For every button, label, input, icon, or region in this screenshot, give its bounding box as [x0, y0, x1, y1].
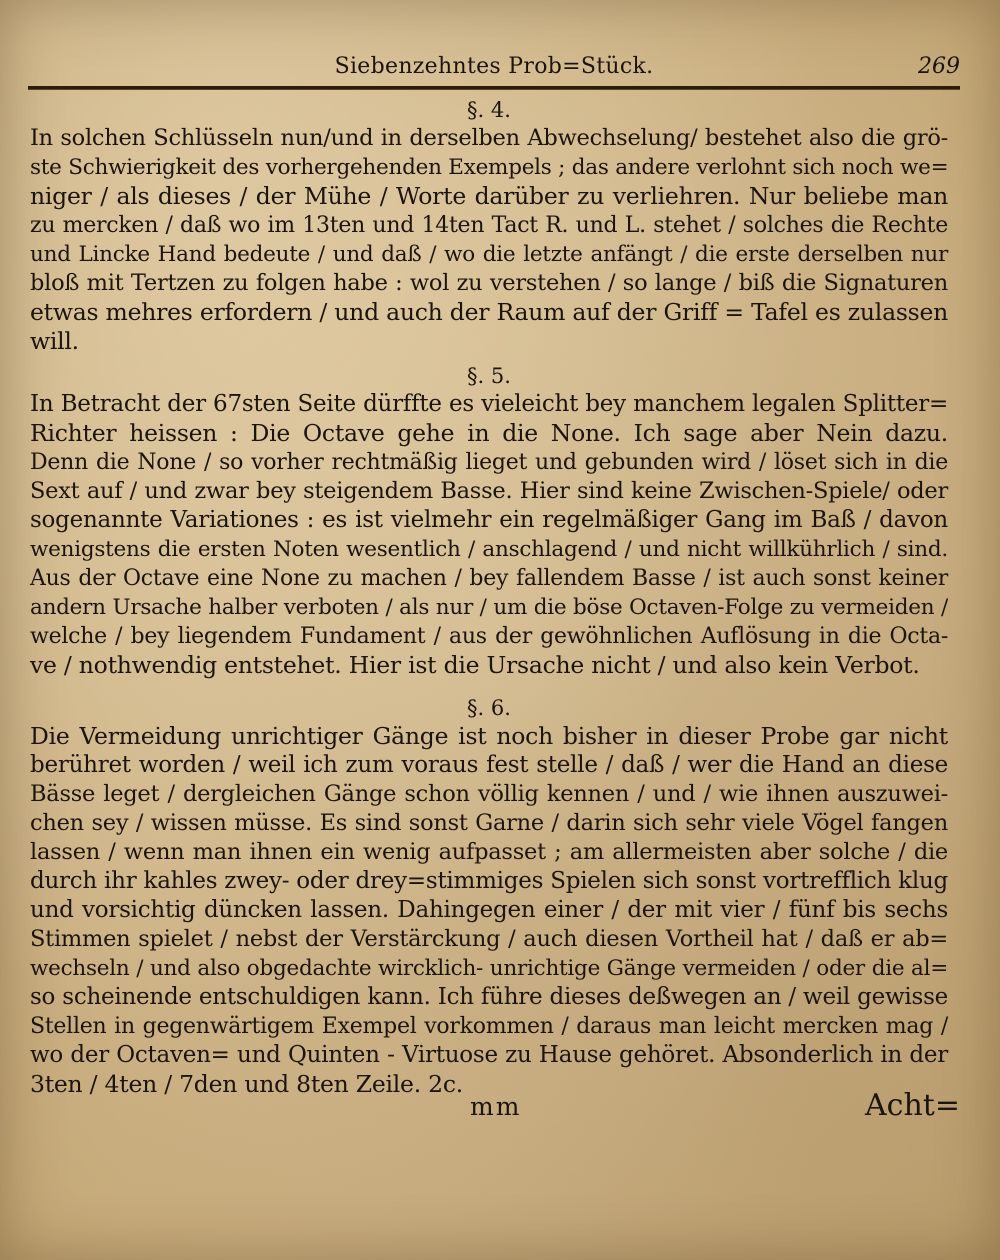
text-line: In solchen Schlüsseln nun/und in derselben Abwechselung/ bestehet also die grö- — [30, 125, 948, 151]
text-line: Denn die None / so vorher rechtmäßig lieget und gebunden wird / löset sich in die — [30, 450, 948, 475]
section-mark: §. 6. — [467, 696, 511, 720]
text-line: wo der Octaven= und Quinten - Virtuose zu Hause gehöret. Absonderlich in der — [30, 1042, 948, 1068]
text-line: welche / bey liegendem Fundament / aus der gewöhnlichen Auflösung in die Octa- — [30, 624, 948, 649]
text-line: wechseln / und also obgedachte wircklich- unrichtige Gänge vermeiden / oder die al= — [30, 956, 948, 981]
text-line: so scheinende entschuldigen kann. Ich führe dieses deßwegen an / weil gewisse — [30, 984, 948, 1010]
running-title: Siebenzehntes Prob=Stück. — [334, 54, 654, 79]
text-line: Aus der Octave eine None zu machen / bey fallendem Basse / ist auch sonst keiner — [30, 566, 948, 591]
page-footer — [30, 1088, 960, 1128]
signature-mark: mm — [470, 1092, 522, 1121]
text-line: durch ihr kahles zwey- oder drey=stimmiges Spielen sich sonst vortrefflich klug — [30, 868, 948, 894]
body-text — [30, 96, 948, 1105]
section-mark: §. 4. — [467, 98, 511, 122]
text-line: Die Vermeidung unrichtiger Gänge ist noch bisher in dieser Probe gar nicht — [30, 722, 948, 750]
text-line: Bässe leget / dergleichen Gänge schon völlig kennen / und / wie ihnen auszuwei- — [30, 781, 948, 807]
section-1 — [30, 96, 948, 356]
text-line: lassen / wenn man ihnen ein wenig aufpasset ; am allermeisten aber solche / die — [30, 839, 948, 865]
text-line: Richter heissen : Die Octave gehe in die None. Ich sage aber Nein dazu. — [30, 419, 948, 447]
page-number: 269 — [918, 54, 960, 79]
text-line: und vorsichtig düncken lassen. Dahingegen einer / der mit vier / fünf bis sechs — [30, 897, 948, 923]
text-line: berühret worden / weil ich zum voraus fest stelle / daß / wer die Hand an diese — [30, 752, 948, 778]
text-line: niger / als dieses / der Mühe / Worte darüber zu verliehren. Nur beliebe man — [30, 182, 948, 210]
text-line: 3ten / 4ten / 7den und 8ten Zeile. 2c. — [30, 1070, 463, 1098]
section-2 — [30, 362, 948, 680]
text-line: In Betracht der 67sten Seite dürffte es vieleicht bey manchem legalen Splitter= — [30, 391, 948, 417]
text-line: Sext auf / und zwar bey steigendem Basse. Hier sind keine Zwischen-Spiele/ oder — [30, 478, 948, 504]
text-line: etwas mehres erfordern / und auch der Raum auf der Griff = Tafel es zulassen — [30, 298, 948, 326]
text-line: ste Schwierigkeit des vorhergehenden Exempels ; das andere verlohnt sich noch we= — [30, 155, 949, 180]
text-line: chen sey / wissen müsse. Es sind sonst Garne / darin sich sehr viele Vögel fangen — [30, 810, 948, 836]
text-line: will. — [30, 327, 79, 355]
page-header — [28, 48, 960, 88]
text-line: andern Ursache halber verboten / als nur / um die böse Octaven-Folge zu vermeiden / — [30, 595, 948, 620]
header-rule — [28, 86, 960, 90]
catchword: Acht= — [865, 1088, 960, 1123]
section-mark: §. 5. — [467, 364, 511, 388]
text-line: wenigstens die ersten Noten wesentlich / anschlagend / und nicht willkührlich / sind. — [30, 537, 948, 562]
text-line: ve / nothwendig entstehet. Hier ist die Ursache nicht / und also kein Verbot. — [30, 651, 920, 679]
text-line: sogenannte Variationes : es ist vielmehr ein regelmäßiger Gang im Baß / davon — [30, 507, 948, 533]
text-line: zu mercken / daß wo im 13ten und 14ten Tact R. und L. stehet / solches die Rechte — [30, 213, 948, 238]
text-line: Stimmen spielet / nebst der Verstärckung / auch diesen Vortheil hat / daß er ab= — [30, 926, 948, 952]
text-line: bloß mit Tertzen zu folgen habe : wol zu verstehen / so lange / biß die Signaturen — [30, 270, 948, 296]
text-line: und Lincke Hand bedeute / und daß / wo die letzte anfängt / die erste derselben nur — [30, 242, 948, 267]
text-line: Stellen in gegenwärtigem Exempel vorkommen / daraus man leicht mercken mag / — [30, 1014, 948, 1039]
section-3 — [30, 694, 948, 1099]
